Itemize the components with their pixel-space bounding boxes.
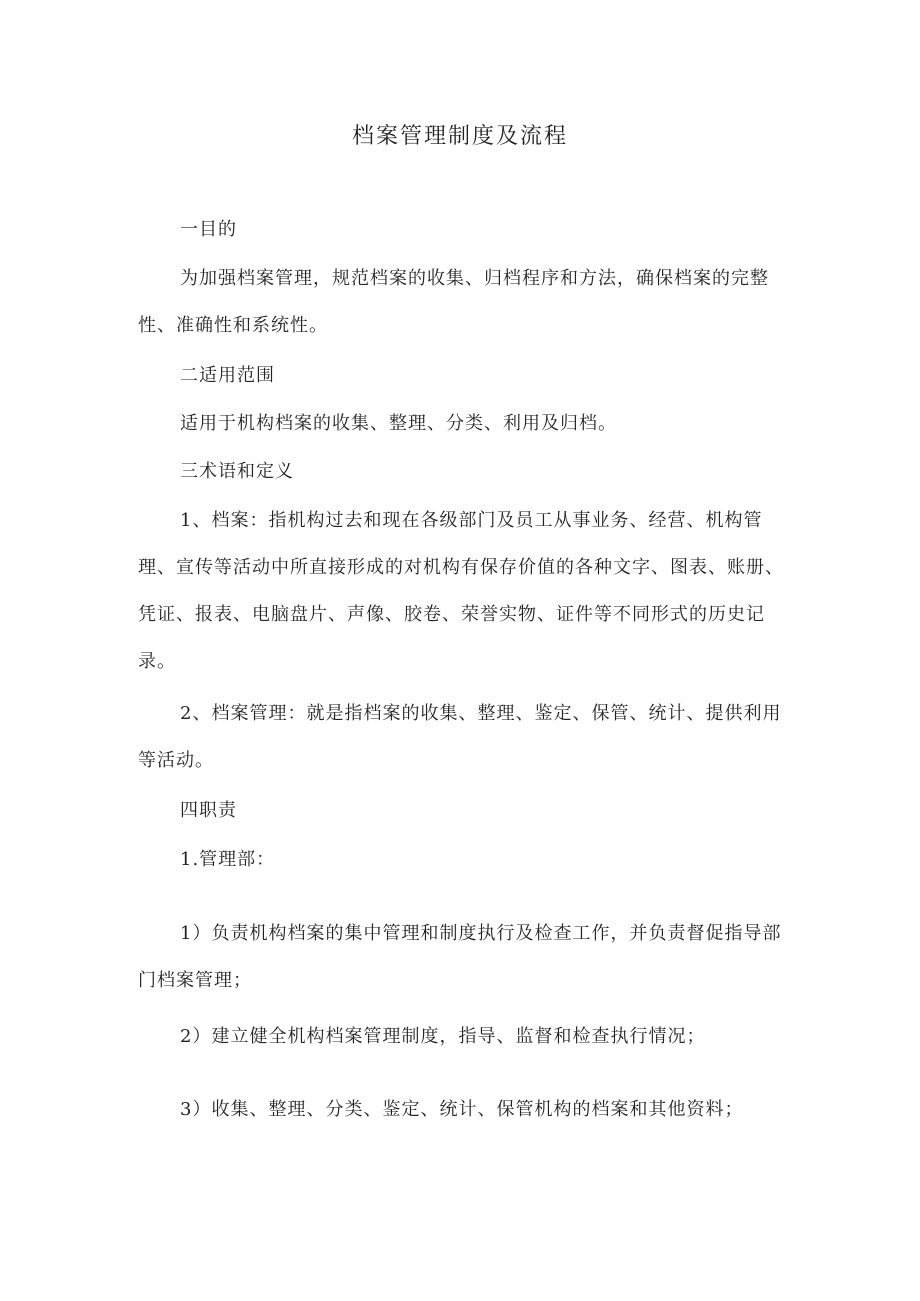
list-item-duty-3: 3）收集、整理、分类、鉴定、统计、保管机构的档案和其他资料； [180, 1099, 744, 1120]
list-item-duty-2: 2）建立健全机构档案管理制度，指导、监督和检查执行情况； [180, 1026, 706, 1047]
paragraph-term-1: 1、档案：指机构过去和现在各级部门及员工从事业务、经营、机构管理、宣传等活动中所直接形成的对机构有保存价值的各种文字、图表、账册、凭证、报表、电脑盘片、声像、胶卷、荣誉实物、证件等不同形式的历史记录。 [138, 510, 784, 672]
section-heading-duties: 四职责 [180, 800, 237, 821]
paragraph-term-2: 2、档案管理：就是指档案的收集、整理、鉴定、保管、统计、提供利用等活动。 [138, 703, 782, 771]
section-heading-purpose: 一目的 [180, 219, 237, 240]
subheading-management-dept: 1.管理部： [180, 849, 276, 870]
section-heading-terms: 三术语和定义 [180, 461, 294, 482]
document-title: 档案管理制度及流程 [351, 124, 568, 149]
section-heading-scope: 二适用范围 [180, 365, 275, 386]
paragraph-scope: 适用于机构档案的收集、整理、分类、利用及归档。 [180, 413, 617, 434]
paragraph-purpose: 为加强档案管理，规范档案的收集、归档程序和方法，确保档案的完整性、准确性和系统性。 [138, 268, 769, 336]
list-item-duty-1: 1）负责机构档案的集中管理和制度执行及检查工作，并负责督促指导部门档案管理； [138, 923, 782, 991]
